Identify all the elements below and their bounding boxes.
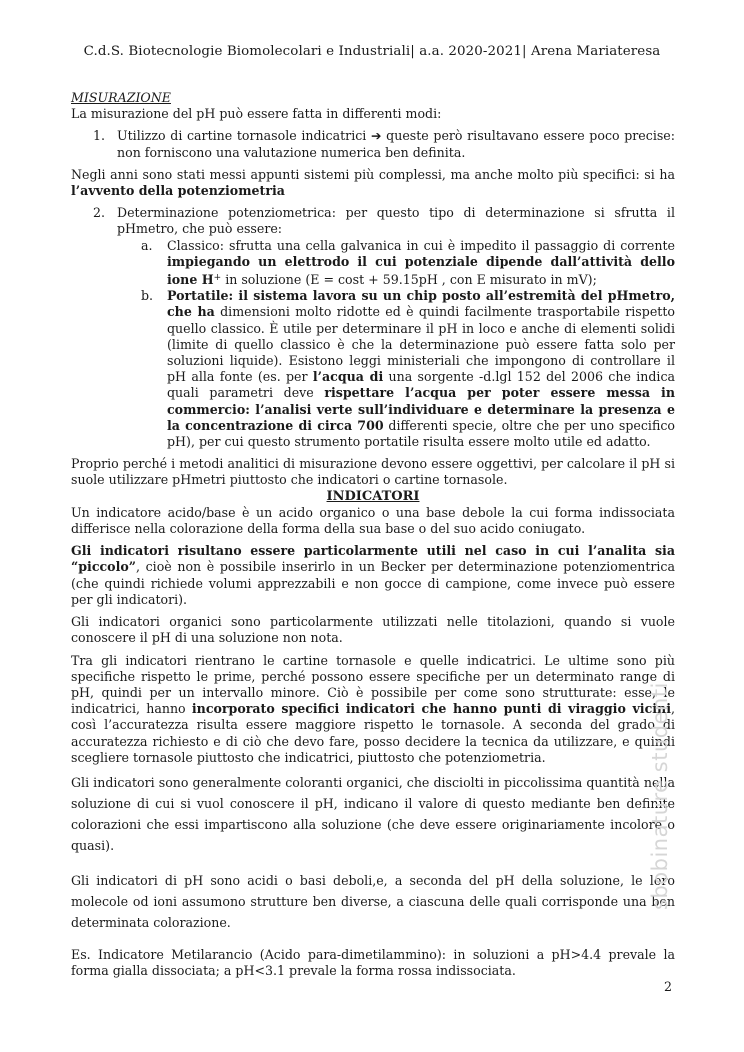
sub-item-a-formula: in soluzione (E = cost + 59.15pH , con E misurato in mV); [221,272,597,288]
sub-item-b-highlight-2: l’acqua di [312,369,384,385]
list-item-2-text: Determinazione potenziometrica: per questo tipo di determinazione si sfrutta il pHmetro, che può essere: [117,205,675,237]
ion-charge-superscript: + [213,273,222,284]
indicatori-paragraph-2-highlight: Gli indicatori risultano essere particolarmente utili nel caso in cui l’analita sia “piccolo” [71,543,675,575]
indicatori-paragraph-2-text: , cioè non è possibile inserirlo in un Becker per determinazione potenziomentrica (che quindi richiede volumi apprezzabili e non gocce di campione, come invece può essere per gli indicatori). [71,559,675,607]
indicatori-paragraph-2 [71,543,675,608]
indicatori-paragraph-4-highlight: incorporato specifici indicatori che hanno punti di viraggio vicini [191,701,671,717]
sub-item-b-highlight: Portatile: il sistema lavora su un chip posto all’estremità del pHmetro, che ha [167,288,675,320]
sub-item-b-text-2: una sorgente -d.lgl 152 del 2006 che indica quali parametri deve [167,369,676,401]
indicatori-paragraph-4-text-2: , così l’accuratezza risulta essere maggiore rispetto le tornasole. A seconda del grado di accuratezza richiesto e di ciò che devo fare, posso decidere la tecnica da utilizzare, e quindi scegliere tornasole piuttosto che indicatrici, piuttosto che potenziometria. [71,701,675,765]
indicatori-paragraph-4 [71,653,675,766]
indicatori-paragraph-1: Un indicatore acido/base è un acido organico o una base debole la cui forma indissociata differisce nella colorazione della forma della sua base o del suo acido coniugato. [71,504,675,537]
misurazione-conclusion: Proprio perché i metodi analitici di misurazione devono essere oggettivi, per calcolare il pH si suole utilizzare pHmetri piuttosto che indicatori o cartine tornasole. [71,456,675,488]
sub-item-b-highlight-3: rispettare l’acqua per poter essere messa in commercio: l’analisi verte sull’individuare e determinare la presenza e la concentrazione di circa 700 [167,385,675,433]
sub-item-b [71,288,675,450]
section-title-indicatori: INDICATORI [326,488,420,504]
sub-item-a-text: Classico: sfrutta una cella galvanica in cui è impedito il passaggio di corrente [167,237,675,253]
indicatori-paragraph-4-text: Tra gli indicatori rientrano le cartine tornasole e quelle indicatrici. Le ultime sono più specifiche rispetto le prime, perché possono essere specifiche per un determinato range di pH, quindi per un intervallo minore. Ciò è possibile per come sono strutturate: esse, le indicatrici, hanno [71,652,675,717]
watermark-text: sbobinature studenti [648,682,672,910]
list-item-1 [71,128,675,160]
list-item-2 [71,205,675,237]
sub-item-b-letter: b. [141,288,154,304]
page-header: C.d.S. Biotecnologie Biomolecolari e Industriali| a.a. 2020-2021| Arena Mariateresa [83,44,661,59]
potenziometria-paragraph-text: Negli anni sono stati messi appunti sistemi più complessi, ma anche molto più specifici: si ha [71,166,675,182]
sub-item-b-text-3: differenti specie, oltre che per uno specifico pH), per cui questo strumento portatile risulta essere molto utile ed adatto. [167,417,675,450]
sub-item-b-text: dimensioni molto ridotte ed è quindi facilmente trasportabile rispetto quello classico. È utile per determinare il pH in loco e anche di elementi solidi (limite di quello classico è che la determinazione può essere fatta solo per soluzioni liquide). Esistono leggi ministeriali che impongono di controllare il pH alla fonte (es. per [167,304,675,385]
sub-item-a [71,238,675,289]
indicatori-paragraph-3: Gli indicatori organici sono particolarmente utilizzati nelle titolazioni, quando si vuole conoscere il pH di una soluzione non nota. [71,614,675,646]
sub-item-a-highlight: impiegando un elettrodo il cui potenziale dipende dall’attività dello ione H [167,253,675,288]
list-item-1-number: 1. [93,128,106,144]
indicatori-example: Es. Indicatore Metilarancio (Acido para-dimetilammino): in soluzioni a pH>4.4 prevale la forma gialla dissociata; a pH<3.1 prevale la forma rossa indissociata. [71,946,675,979]
list-item-1-text: Utilizzo di cartine tornasole indicatrici ➔ queste però risultavano essere poco precise: non forniscono una valutazione numerica ben definita. [117,128,675,160]
list-item-2-number: 2. [93,205,106,221]
page-content [71,90,675,979]
section-title-misurazione: MISURAZIONE [71,90,171,105]
indicatori-paragraph-5: Gli indicatori sono generalmente coloranti organici, che disciolti in piccolissima quantità nella soluzione di cui si vuol conoscere il pH, indicano il valore di questo mediante ben definite colorazioni che essi impartiscono alla soluzione (che deve essere originariamente incolore o quasi). [71,774,675,853]
watermark [628,520,672,920]
potenziometria-paragraph [71,167,675,199]
indicatori-paragraph-6: Gli indicatori di pH sono acidi o basi deboli,e, a seconda del pH della soluzione, le loro molecole od ioni assumono strutture ben diverse, a ciascuna delle quali corrisponde una ben determinata colorazione. [71,872,675,930]
page-number: 2 [664,979,673,994]
misurazione-intro: La misurazione del pH può essere fatta in differenti modi: [71,106,442,122]
potenziometria-highlight: l’avvento della potenziometria [71,183,285,199]
sub-item-a-letter: a. [141,237,153,253]
